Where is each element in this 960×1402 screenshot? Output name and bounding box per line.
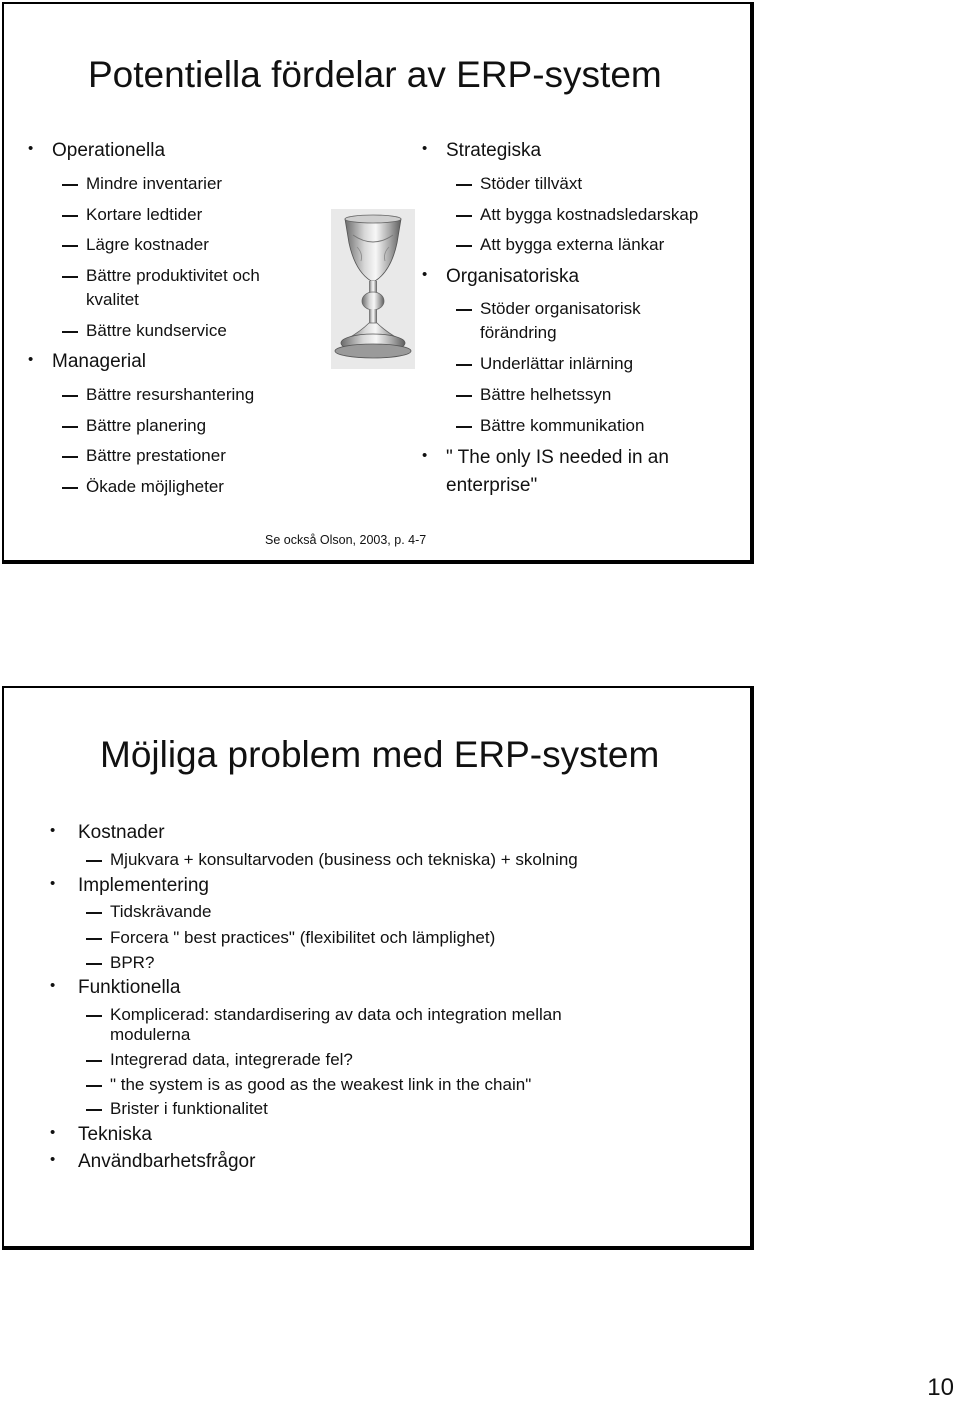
dash-icon	[86, 1109, 102, 1111]
bullet-dot-icon: •	[50, 1151, 56, 1168]
bullet-dot-icon: •	[50, 977, 56, 994]
dash-icon	[86, 912, 102, 914]
dash-icon	[456, 395, 472, 397]
dash-icon	[62, 331, 78, 333]
slide-potentiella-fordelar: Potentiella fördelar av ERP-system • Operationella Mindre inventarier Kortare ledtider Lägre kostnader Bättre produktivitet och kvalitet Bättre kundservice • Managerial Bättre resurshantering Bättre planering Bättre prestationer Ökade möjligheter • Strategiska Stöder tillväxt Att bygga kostnadsledarskap Att bygga externa länkar • Organisatoriska Stöder organisatorisk förändring Underlättar inlärning Bättre helhetssyn Bättre kommunikation • " The only IS needed in an enterprise" Se också Olson, 2003, p. 4-7	[2, 2, 754, 564]
dash-icon	[62, 184, 78, 186]
bullet-dot-icon: •	[28, 140, 34, 157]
dash-icon	[456, 364, 472, 366]
slide-mojliga-problem: Möjliga problem med ERP-system • Kostnader Mjukvara + konsultarvoden (business och tekniska) + skolning • Implementering Tidskrävande Forcera " best practices" (flexibilitet och lämplighet) BPR? • Funktionella Komplicerad: standardisering av data och integration mellan modulerna Integrerad data, integrerade fel? " the system is as good as the weakest link in the chain" Brister i funktionalitet • Tekniska • Användbarhetsfrågor	[2, 686, 754, 1250]
bullet-dot-icon: •	[422, 140, 428, 157]
dash-icon	[86, 860, 102, 862]
dash-icon	[62, 215, 78, 217]
dash-icon	[456, 309, 472, 311]
dash-icon	[456, 426, 472, 428]
bullet-dot-icon: •	[50, 875, 56, 892]
bullet-dot-icon: •	[422, 447, 428, 464]
dash-icon	[62, 276, 78, 278]
dash-icon	[62, 395, 78, 397]
bullet-dot-icon: •	[50, 1124, 56, 1141]
dash-icon	[62, 456, 78, 458]
dash-icon	[86, 1085, 102, 1087]
bullet-dot-icon: •	[422, 266, 428, 283]
dash-icon	[62, 426, 78, 428]
slide1-title: Potentiella fördelar av ERP-system	[88, 54, 662, 95]
bullet-dot-icon: •	[50, 822, 56, 839]
page-number: 10	[927, 1374, 954, 1401]
dash-icon	[86, 938, 102, 940]
goblet-icon	[331, 209, 415, 369]
dash-icon	[456, 184, 472, 186]
dash-icon	[456, 245, 472, 247]
citation: Se också Olson, 2003, p. 4-7	[265, 533, 427, 547]
goblet-image	[331, 209, 415, 369]
slide2-title: Möjliga problem med ERP-system	[100, 734, 660, 775]
dash-icon	[86, 1015, 102, 1017]
dash-icon	[86, 1060, 102, 1062]
dash-icon	[86, 963, 102, 965]
dash-icon	[62, 245, 78, 247]
dash-icon	[456, 215, 472, 217]
bullet-dot-icon: •	[28, 351, 34, 368]
dash-icon	[62, 487, 78, 489]
